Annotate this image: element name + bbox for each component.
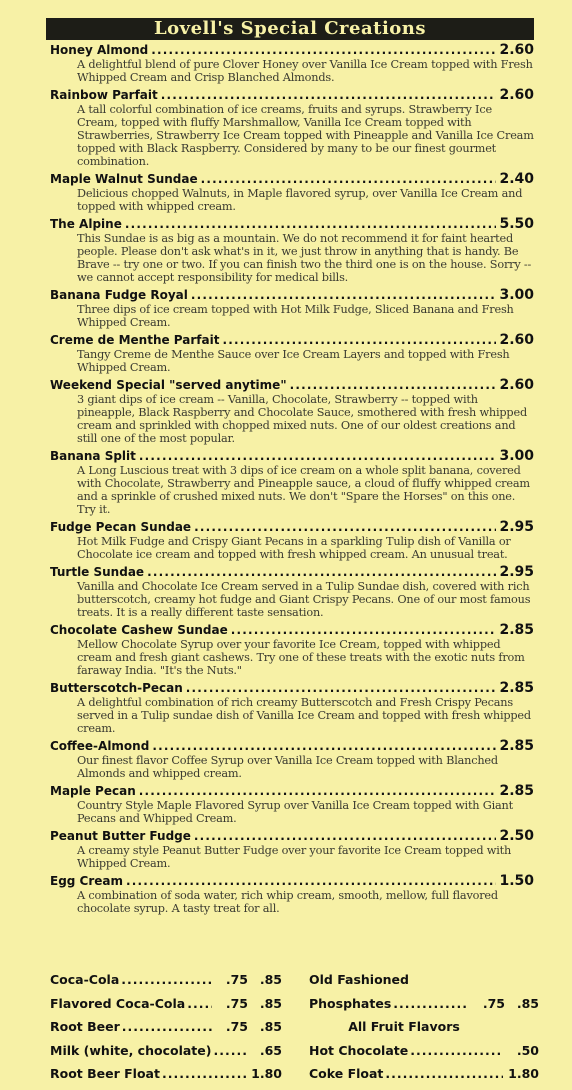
menu-items (50, 42, 534, 918)
drink-name: Coca-Cola (50, 972, 120, 987)
item-description: A combination of soda water, rich whip cream, smooth, mellow, full flavored chocolate syrup. A tasty treat for all. (77, 889, 498, 915)
fruit-flavors-subheading: All Fruit Flavors (348, 1019, 460, 1034)
menu-item (50, 377, 534, 445)
leader-dots (222, 332, 496, 348)
drink-price-large: .85 (516, 995, 539, 1011)
drink-row (50, 968, 282, 992)
leader-dots (191, 287, 497, 303)
leader-dots (121, 968, 212, 992)
drink-row (309, 1062, 539, 1086)
item-price: 2.60 (499, 377, 534, 393)
drink-row (309, 992, 539, 1016)
item-description: A Long Luscious treat with 3 dips of ice cream on a whole split banana, covered with Chocolate, Strawberry and Pineapple sauce, a cloud of fluffy whipped cream and a sprinkle of crushed mixed nuts. We don't "Spare the Horses" on this one. Try it. (77, 464, 530, 516)
item-name: Creme de Menthe Parfait (50, 333, 220, 347)
item-name: Egg Cream (50, 874, 124, 888)
drink-price: 1.80 (508, 1066, 539, 1081)
drink-name: Root Beer Float (50, 1066, 160, 1081)
phosphates-heading: Old Fashioned (309, 972, 409, 987)
menu-item (50, 873, 534, 915)
menu-item (50, 448, 534, 516)
drink-price-large: .85 (259, 1019, 282, 1034)
item-name: Maple Walnut Sundae (50, 172, 198, 186)
item-price: 3.00 (499, 448, 534, 464)
drink-price-large: .85 (259, 995, 282, 1011)
menu-item (50, 564, 534, 619)
leader-dots (201, 171, 497, 187)
menu-item (50, 519, 534, 561)
leader-dots (125, 216, 497, 232)
menu-item (50, 216, 534, 284)
drink-price-large: 1.80 (251, 1066, 282, 1081)
item-name: Maple Pecan (50, 784, 136, 798)
item-name: Turtle Sundae (50, 565, 145, 579)
item-price: 2.40 (499, 171, 534, 187)
leader-dots (126, 873, 496, 889)
menu-item (50, 332, 534, 374)
item-name: Butterscotch-Pecan (50, 681, 183, 695)
item-name: Weekend Special "served anytime" (50, 378, 287, 392)
drink-price-large: .65 (259, 1042, 282, 1058)
drink-row (50, 1062, 282, 1086)
menu-item (50, 42, 534, 84)
leader-dots (290, 377, 497, 393)
menu-item (50, 828, 534, 870)
item-name: Rainbow Parfait (50, 88, 158, 102)
item-price: 2.95 (499, 519, 534, 535)
leader-dots (139, 448, 497, 464)
menu-item (50, 171, 534, 213)
item-description: Vanilla and Chocolate Ice Cream served in a Tulip Sundae dish, covered with rich butterscotch, creamy hot fudge and Giant Crispy Pecans. One of our most famous treats. It is a really different taste sensation. (77, 580, 531, 619)
drinks-left-column (50, 968, 282, 1086)
item-description: This Sundae is as big as a mountain. We do not recommend it for faint hearted people. Please don't ask what's in it, we just throw in anything that is handy. Be Brave -- try one or two. If you can finish two the third one is on the house. Sorry -- we cannot accept responsibility for medical bills. (77, 232, 532, 284)
leader-dots (393, 992, 469, 1016)
item-price: 2.85 (499, 738, 534, 754)
leader-dots (122, 1015, 212, 1039)
item-name: Banana Fudge Royal (50, 288, 188, 302)
drink-name: Flavored Coca-Cola (50, 995, 186, 1011)
drink-name: Phosphates (309, 995, 392, 1011)
menu-item (50, 783, 534, 825)
item-description: Our finest flavor Coffee Syrup over Vanilla Ice Cream topped with Blanched Almonds and whipped cream. (77, 754, 498, 780)
menu-title: Lovell's Special Creations (46, 18, 534, 40)
drink-name: Milk (white, chocolate) (50, 1042, 212, 1058)
menu-item (50, 622, 534, 677)
item-name: The Alpine (50, 217, 122, 231)
item-name: Honey Almond (50, 43, 149, 57)
item-price: 5.50 (499, 216, 534, 232)
leader-dots (147, 564, 496, 580)
item-description: Hot Milk Fudge and Crispy Giant Pecans in a sparkling Tulip dish of Vanilla or Chocolate ice cream and topped with fresh whipped cream. An unusual treat. (77, 535, 511, 561)
leader-dots (139, 783, 497, 799)
drink-price-small: .75 (225, 972, 248, 987)
item-description: 3 giant dips of ice cream -- Vanilla, Chocolate, Strawberry -- topped with pineapple, Black Raspberry and Chocolate Sauce, smothered with fresh whipped cream and sprinkled with chopped mixed nuts. One of our oldest creations and still one of the most popular. (77, 393, 527, 445)
drink-price-large: .85 (259, 972, 282, 987)
drinks-right-column (309, 968, 539, 1086)
item-name: Coffee-Almond (50, 739, 150, 753)
leader-dots (151, 42, 496, 58)
item-name: Fudge Pecan Sundae (50, 520, 192, 534)
item-price: 2.60 (499, 87, 534, 103)
item-description: Tangy Creme de Menthe Sauce over Ice Cream Layers and topped with Fresh Whipped Cream. (77, 348, 510, 374)
drink-row (50, 1015, 282, 1039)
item-description: A delightful blend of pure Clover Honey over Vanilla Ice Cream topped with Fresh Whipped Cream and Crisp Blanched Almonds. (77, 58, 533, 84)
leader-dots (410, 1039, 503, 1063)
item-description: A tall colorful combination of ice creams, fruits and syrups. Strawberry Ice Cream, topped with fluffy Marshmallow, Vanilla Ice Cream topped with Strawberries, Strawberry Ice Cream topped with Pineapple and Vanilla Ice Cream topped with Black Raspberry. Considered by many to be our finest gourmet combination. (77, 103, 534, 168)
drink-name: Hot Chocolate (309, 1042, 409, 1058)
item-description: Country Style Maple Flavored Syrup over Vanilla Ice Cream topped with Giant Pecans and Whipped Cream. (77, 799, 513, 825)
item-name: Banana Split (50, 449, 136, 463)
leader-dots (161, 87, 497, 103)
leader-dots (162, 1062, 246, 1086)
item-description: Three dips of ice cream topped with Hot Milk Fudge, Sliced Banana and Fresh Whipped Cream. (77, 303, 514, 329)
item-description: Delicious chopped Walnuts, in Maple flavored syrup, over Vanilla Ice Cream and topped with whipped cream. (77, 187, 523, 213)
drink-name: Root Beer (50, 1019, 120, 1034)
leader-dots (385, 1062, 503, 1086)
item-price: 2.60 (499, 42, 534, 58)
item-price: 2.85 (499, 622, 534, 638)
leader-dots (213, 1039, 246, 1063)
drink-row (50, 1039, 282, 1063)
item-price: 2.85 (499, 783, 534, 799)
leader-dots (187, 992, 212, 1016)
drink-price-small: .75 (482, 995, 505, 1011)
item-price: 2.95 (499, 564, 534, 580)
item-price: 2.60 (499, 332, 534, 348)
leader-dots (194, 519, 496, 535)
item-price: 2.50 (499, 828, 534, 844)
item-name: Chocolate Cashew Sundae (50, 623, 228, 637)
leader-dots (231, 622, 497, 638)
drink-price-small: .75 (225, 995, 248, 1011)
drink-price-small: .75 (225, 1019, 248, 1034)
item-description: A creamy style Peanut Butter Fudge over your favorite Ice Cream topped with Whipped Cream. (77, 844, 512, 870)
leader-dots (152, 738, 496, 754)
menu-item (50, 87, 534, 168)
item-price: 1.50 (499, 873, 534, 889)
item-price: 3.00 (499, 287, 534, 303)
leader-dots (194, 828, 497, 844)
item-description: Mellow Chocolate Syrup over your favorite Ice Cream, topped with whipped cream and fresh giant cashews. Try one of these treats with the exotic nuts from faraway India. "It's the Nuts." (77, 638, 525, 677)
drink-row (309, 1039, 539, 1063)
leader-dots (186, 680, 497, 696)
menu-item (50, 287, 534, 329)
item-price: 2.85 (499, 680, 534, 696)
drink-row (50, 992, 282, 1016)
item-description: A delightful combination of rich creamy Butterscotch and Fresh Crispy Pecans served in a Tulip sundae dish of Vanilla Ice Cream and topped with fresh whipped cream. (77, 696, 531, 735)
item-name: Peanut Butter Fudge (50, 829, 191, 843)
drink-name: Coke Float (309, 1066, 384, 1081)
menu-item (50, 680, 534, 735)
drink-price: .50 (516, 1042, 539, 1058)
menu-item (50, 738, 534, 780)
